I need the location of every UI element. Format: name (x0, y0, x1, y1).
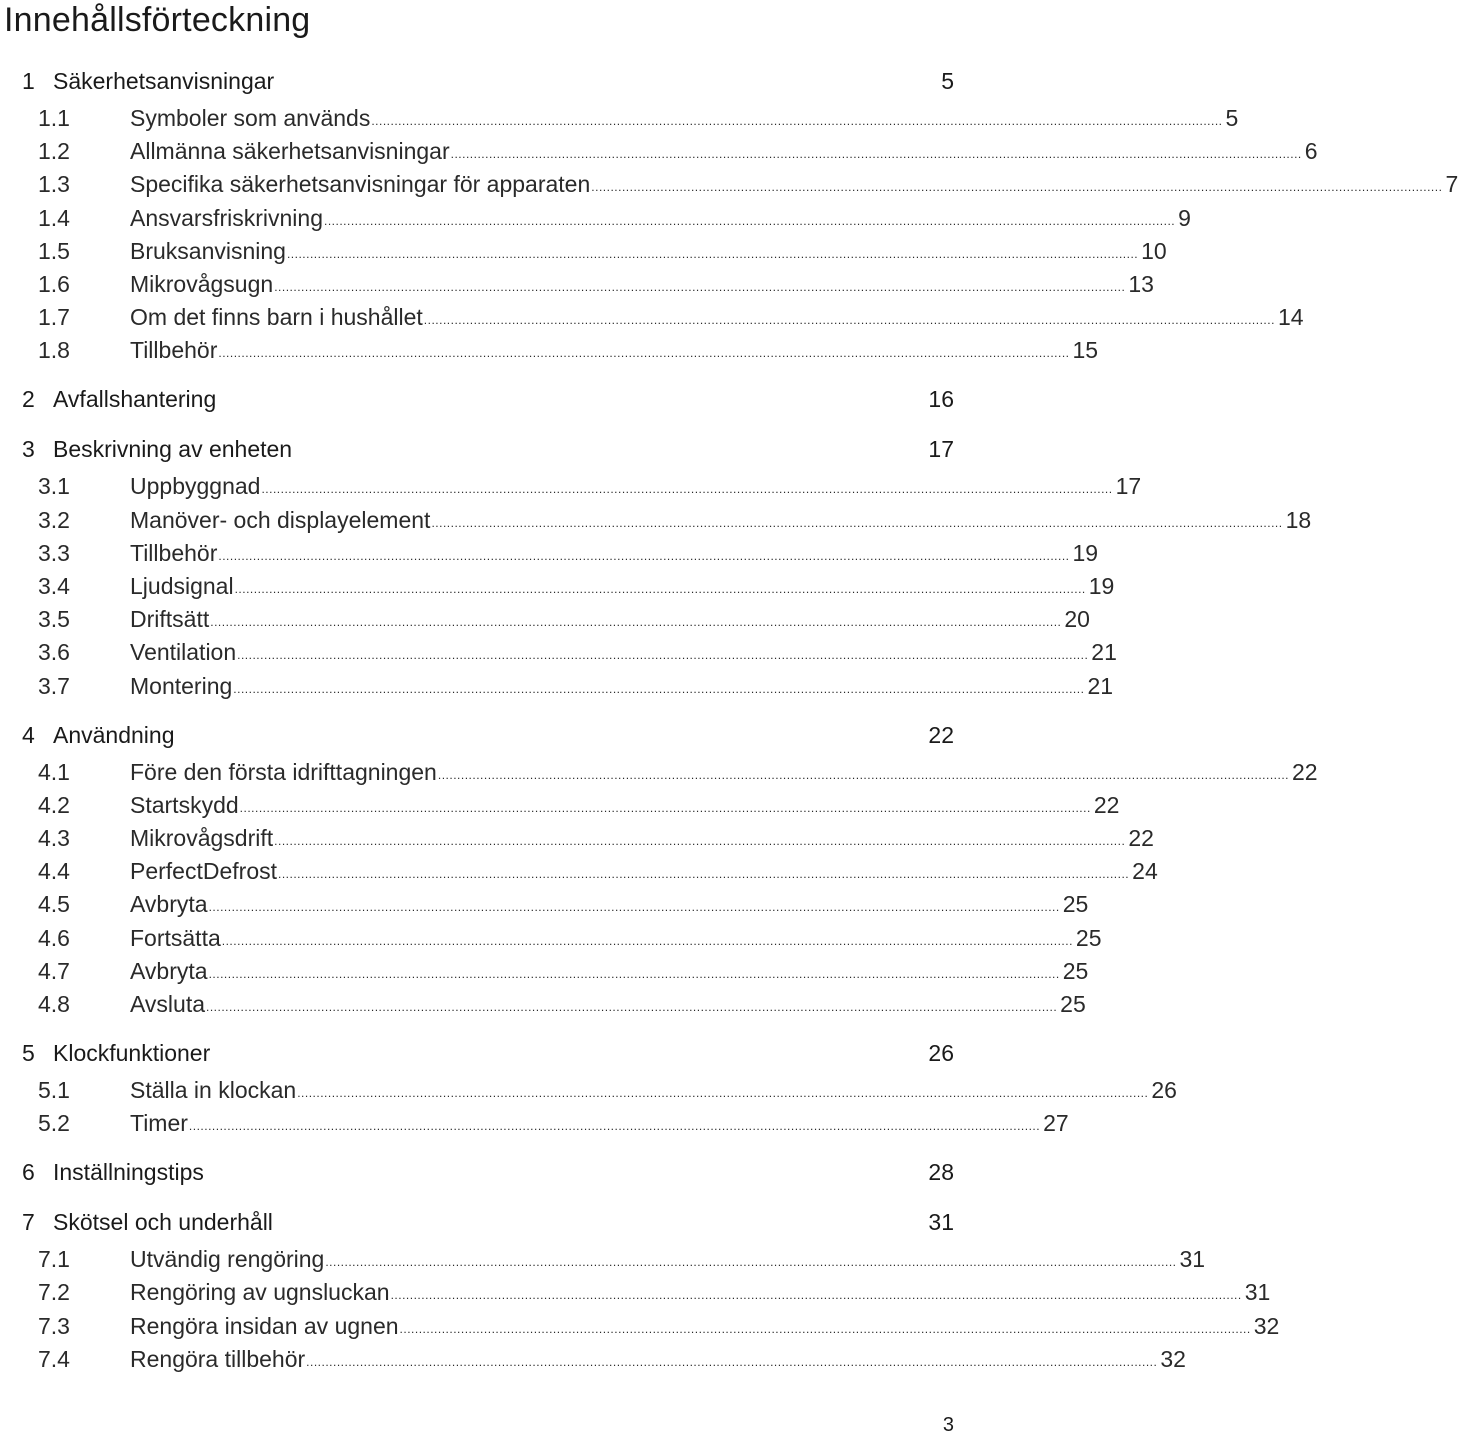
toc-entry-7.3[interactable] (0, 1310, 1280, 1342)
toc-entry-1.1[interactable] (0, 102, 1239, 134)
toc-entry-4.3[interactable] (0, 822, 1154, 854)
entry-leader-line (130, 202, 1191, 234)
entry-number: 3.5 (38, 606, 70, 633)
entry-title: Avbryta (130, 891, 208, 918)
entry-page-number: 19 (1072, 539, 1099, 566)
entry-leader-line (130, 334, 1099, 366)
entry-title: Montering (130, 672, 233, 699)
dot-leader: .............................................................................................................................................................................................................................. (218, 548, 1070, 563)
entry-number: 3.7 (38, 672, 70, 699)
toc-section-4[interactable] (0, 719, 960, 751)
entry-title: Tillbehör (130, 539, 218, 566)
toc-entry-1.6[interactable] (0, 268, 1154, 300)
toc-entry-3.6[interactable] (0, 636, 1117, 668)
entry-title: Startskydd (130, 791, 239, 818)
entry-title: Uppbyggnad (130, 473, 261, 500)
entry-leader-line (130, 1074, 1177, 1106)
entry-leader-line (130, 135, 1318, 167)
section-title: Klockfunktioner (53, 1040, 211, 1066)
toc-entry-4.5[interactable] (0, 888, 1089, 920)
dot-leader: .............................................................................................................................................................................................................................. (261, 482, 1113, 497)
entry-number: 1.6 (38, 271, 70, 297)
dot-leader: .............................................................................................................................................................................................................................. (218, 346, 1070, 361)
entry-title: Rengöring av ugnsluckan (130, 1279, 390, 1306)
section-number: 3 (22, 436, 35, 463)
dot-leader: .............................................................................................................................................................................................................................. (188, 1119, 1041, 1134)
entry-page-number: 9 (1178, 204, 1191, 231)
entry-page-number: 31 (1244, 1279, 1271, 1306)
dot-leader: .............................................................................................................................................................................................................................. (423, 313, 1275, 328)
toc-section-3[interactable] (0, 433, 960, 465)
entry-page-number: 13 (1128, 271, 1154, 297)
toc-entry-4.2[interactable] (0, 789, 1120, 821)
entry-page-number: 26 (1151, 1077, 1177, 1103)
entry-number: 4.4 (38, 858, 70, 885)
dot-leader: .............................................................................................................................................................................................................................. (221, 933, 1073, 948)
entry-page-number: 20 (1064, 606, 1090, 633)
entry-leader-line (130, 1276, 1271, 1308)
toc-entry-1.3[interactable] (0, 168, 1458, 200)
dot-leader: .............................................................................................................................................................................................................................. (208, 900, 1060, 915)
page-title: Innehållsförteckning (4, 1, 311, 39)
entry-leader-line (130, 1343, 1186, 1375)
entry-page-number: 22 (1093, 791, 1120, 818)
toc-section-6[interactable] (0, 1156, 960, 1188)
toc-section-7[interactable] (0, 1206, 960, 1238)
entry-number: 7.4 (38, 1345, 70, 1372)
entry-title: Om det finns barn i hushållet (130, 304, 423, 331)
entry-leader-line (130, 822, 1154, 854)
dot-leader: .............................................................................................................................................................................................................................. (234, 582, 1086, 596)
entry-title: Fortsätta (130, 924, 221, 951)
toc-entry-1.5[interactable] (0, 235, 1167, 267)
toc-entry-3.1[interactable] (0, 470, 1142, 502)
entry-page-number: 25 (1060, 991, 1086, 1017)
entry-leader-line (130, 470, 1142, 502)
entry-page-number: 25 (1062, 891, 1089, 918)
entry-page-number: 19 (1088, 573, 1115, 599)
toc-section-2[interactable] (0, 383, 960, 415)
dot-leader: .............................................................................................................................................................................................................................. (239, 800, 1091, 815)
entry-page-number: 22 (1292, 758, 1318, 785)
entry-title: Ställa in klockan (130, 1077, 297, 1103)
toc-entry-7.1[interactable] (0, 1243, 1206, 1275)
entry-title: Allmänna säkerhetsanvisningar (130, 138, 450, 165)
toc-entry-5.1[interactable] (0, 1074, 1177, 1106)
toc-entry-1.8[interactable] (0, 334, 1099, 366)
entry-number: 7.1 (38, 1246, 70, 1273)
entry-title: Rengöra insidan av ugnen (130, 1312, 399, 1339)
entry-page-number: 15 (1072, 337, 1099, 364)
entry-title: Ventilation (130, 639, 237, 666)
entry-page-number: 17 (1115, 473, 1142, 500)
dot-leader: .............................................................................................................................................................................................................................. (450, 147, 1302, 162)
toc-entry-5.2[interactable] (0, 1107, 1069, 1139)
section-title: Avfallshantering (53, 386, 217, 413)
toc-entry-4.4[interactable] (0, 855, 1158, 887)
entry-leader-line (130, 603, 1090, 635)
entry-leader-line (130, 636, 1117, 668)
dot-leader: .............................................................................................................................................................................................................................. (210, 615, 1062, 630)
entry-leader-line (130, 855, 1158, 887)
entry-title: PerfectDefrost (130, 858, 277, 885)
section-title: Beskrivning av enheten (53, 436, 293, 463)
dot-leader: .............................................................................................................................................................................................................................. (206, 1000, 1058, 1014)
entry-page-number: 18 (1285, 506, 1312, 533)
toc-entry-3.2[interactable] (0, 504, 1312, 536)
entry-number: 4.5 (38, 891, 70, 918)
section-number: 2 (22, 386, 35, 413)
entry-leader-line (130, 168, 1458, 200)
toc-entry-4.6[interactable] (0, 922, 1102, 954)
entry-leader-line (130, 988, 1086, 1020)
section-page-number: 16 (928, 386, 954, 413)
dot-leader: .............................................................................................................................................................................................................................. (208, 966, 1060, 981)
entry-title: Utvändig rengöring (130, 1246, 325, 1273)
entry-leader-line (130, 789, 1120, 821)
dot-leader: .............................................................................................................................................................................................................................. (390, 1288, 1242, 1303)
toc-entry-1.7[interactable] (0, 301, 1304, 333)
section-title: Användning (53, 721, 175, 748)
dot-leader: .............................................................................................................................................................................................................................. (437, 767, 1290, 782)
entry-page-number: 25 (1062, 957, 1089, 984)
entry-leader-line (130, 301, 1304, 333)
toc-entry-1.4[interactable] (0, 202, 1191, 234)
entry-page-number: 25 (1075, 924, 1102, 951)
entry-page-number: 7 (1445, 171, 1458, 198)
section-number: 7 (22, 1209, 35, 1236)
entry-number: 1.1 (38, 105, 70, 131)
section-page-number: 28 (928, 1159, 954, 1186)
entry-leader-line (130, 268, 1154, 300)
dot-leader: .............................................................................................................................................................................................................................. (371, 114, 1223, 128)
entry-leader-line (130, 756, 1318, 788)
toc-section-1[interactable] (0, 65, 960, 97)
entry-leader-line (130, 670, 1114, 702)
entry-number: 1.7 (38, 304, 70, 331)
entry-leader-line (130, 1310, 1280, 1342)
entry-title: Symboler som används (130, 105, 371, 131)
entry-leader-line (130, 888, 1089, 920)
section-title: Inställningstips (53, 1159, 204, 1186)
entry-leader-line (130, 102, 1239, 134)
entry-number: 4.6 (38, 924, 70, 951)
entry-leader-line (130, 235, 1167, 267)
toc-entry-4.1[interactable] (0, 756, 1318, 788)
entry-number: 4.2 (38, 791, 70, 818)
dot-leader: .............................................................................................................................................................................................................................. (237, 648, 1089, 663)
entry-title: Manöver- och displayelement (130, 506, 431, 533)
section-number: 1 (22, 68, 35, 94)
entry-number: 4.1 (38, 758, 70, 785)
toc-entry-7.2[interactable] (0, 1276, 1271, 1308)
entry-title: Mikrovågsdrift (130, 825, 274, 851)
toc-entry-4.7[interactable] (0, 955, 1089, 987)
entry-leader-line (130, 504, 1312, 536)
entry-page-number: 14 (1277, 304, 1304, 331)
entry-number: 4.3 (38, 825, 70, 851)
section-number: 6 (22, 1159, 35, 1186)
entry-title: Rengöra tillbehör (130, 1345, 306, 1372)
toc-entry-3.4[interactable] (0, 570, 1115, 602)
dot-leader: .............................................................................................................................................................................................................................. (274, 280, 1126, 294)
entry-page-number: 21 (1087, 672, 1114, 699)
entry-leader-line (130, 570, 1115, 602)
toc-entry-1.2[interactable] (0, 135, 1318, 167)
entry-number: 3.1 (38, 473, 70, 500)
section-page-number: 22 (928, 721, 954, 748)
dot-leader: .............................................................................................................................................................................................................................. (399, 1321, 1251, 1336)
entry-title: Avbryta (130, 957, 208, 984)
entry-page-number: 32 (1160, 1345, 1186, 1372)
entry-number: 1.5 (38, 237, 70, 264)
dot-leader: .............................................................................................................................................................................................................................. (274, 834, 1126, 848)
section-page-number: 17 (928, 436, 954, 463)
entry-title: Tillbehör (130, 337, 218, 364)
toc-section-5[interactable] (0, 1037, 960, 1069)
entry-leader-line (130, 1243, 1206, 1275)
section-title: Skötsel och underhåll (53, 1209, 273, 1236)
dot-leader: .............................................................................................................................................................................................................................. (286, 246, 1139, 261)
page-number: 3 (942, 1414, 954, 1436)
dot-leader: .............................................................................................................................................................................................................................. (324, 213, 1176, 228)
entry-title: Avsluta (130, 991, 206, 1017)
toc-entry-7.4[interactable] (0, 1343, 1186, 1375)
section-number: 5 (22, 1040, 35, 1066)
entry-page-number: 24 (1132, 858, 1158, 885)
entry-leader-line (130, 537, 1099, 569)
entry-number: 1.2 (38, 138, 70, 165)
toc-entry-4.8[interactable] (0, 988, 1086, 1020)
entry-title: Före den första idrifttagningen (130, 758, 437, 785)
entry-number: 1.4 (38, 204, 70, 231)
entry-page-number: 21 (1091, 639, 1117, 666)
entry-number: 4.7 (38, 957, 70, 984)
dot-leader: .............................................................................................................................................................................................................................. (431, 515, 1283, 530)
entry-title: Driftsätt (130, 606, 210, 633)
section-title: Säkerhetsanvisningar (53, 68, 275, 94)
entry-title: Specifika säkerhetsanvisningar för apparaten (130, 171, 591, 198)
section-page-number: 5 (941, 68, 954, 94)
entry-number: 3.6 (38, 639, 70, 666)
section-page-number: 31 (928, 1209, 954, 1236)
entry-title: Timer (130, 1110, 188, 1137)
entry-title: Mikrovågsugn (130, 271, 274, 297)
entry-number: 1.3 (38, 171, 70, 198)
dot-leader: .............................................................................................................................................................................................................................. (297, 1086, 1149, 1100)
entry-number: 7.3 (38, 1312, 70, 1339)
entry-title: Bruksanvisning (130, 237, 286, 264)
entry-leader-line (130, 1107, 1069, 1139)
dot-leader: .............................................................................................................................................................................................................................. (306, 1354, 1158, 1369)
dot-leader: .............................................................................................................................................................................................................................. (591, 180, 1443, 195)
entry-page-number: 6 (1304, 138, 1318, 165)
entry-page-number: 32 (1253, 1312, 1280, 1339)
entry-leader-line (130, 955, 1089, 987)
entry-page-number: 5 (1225, 105, 1239, 131)
entry-number: 4.8 (38, 991, 70, 1017)
section-number: 4 (22, 721, 35, 748)
entry-page-number: 27 (1043, 1110, 1069, 1137)
entry-number: 7.2 (38, 1279, 70, 1306)
dot-leader: .............................................................................................................................................................................................................................. (233, 681, 1085, 696)
entry-number: 5.2 (38, 1110, 70, 1137)
toc-entry-3.5[interactable] (0, 603, 1090, 635)
entry-number: 1.8 (38, 337, 70, 364)
toc-entry-3.3[interactable] (0, 537, 1099, 569)
dot-leader: .............................................................................................................................................................................................................................. (325, 1255, 1177, 1270)
entry-leader-line (130, 922, 1102, 954)
entry-page-number: 31 (1179, 1246, 1206, 1273)
entry-page-number: 22 (1128, 825, 1154, 851)
dot-leader: .............................................................................................................................................................................................................................. (278, 867, 1130, 882)
entry-number: 3.3 (38, 539, 70, 566)
entry-title: Ljudsignal (130, 573, 234, 599)
toc-entry-3.7[interactable] (0, 670, 1114, 702)
section-page-number: 26 (928, 1040, 954, 1066)
entry-number: 5.1 (38, 1077, 70, 1103)
entry-title: Ansvarsfriskrivning (130, 204, 323, 231)
entry-page-number: 10 (1141, 237, 1167, 264)
entry-number: 3.4 (38, 573, 70, 599)
entry-number: 3.2 (38, 506, 70, 533)
